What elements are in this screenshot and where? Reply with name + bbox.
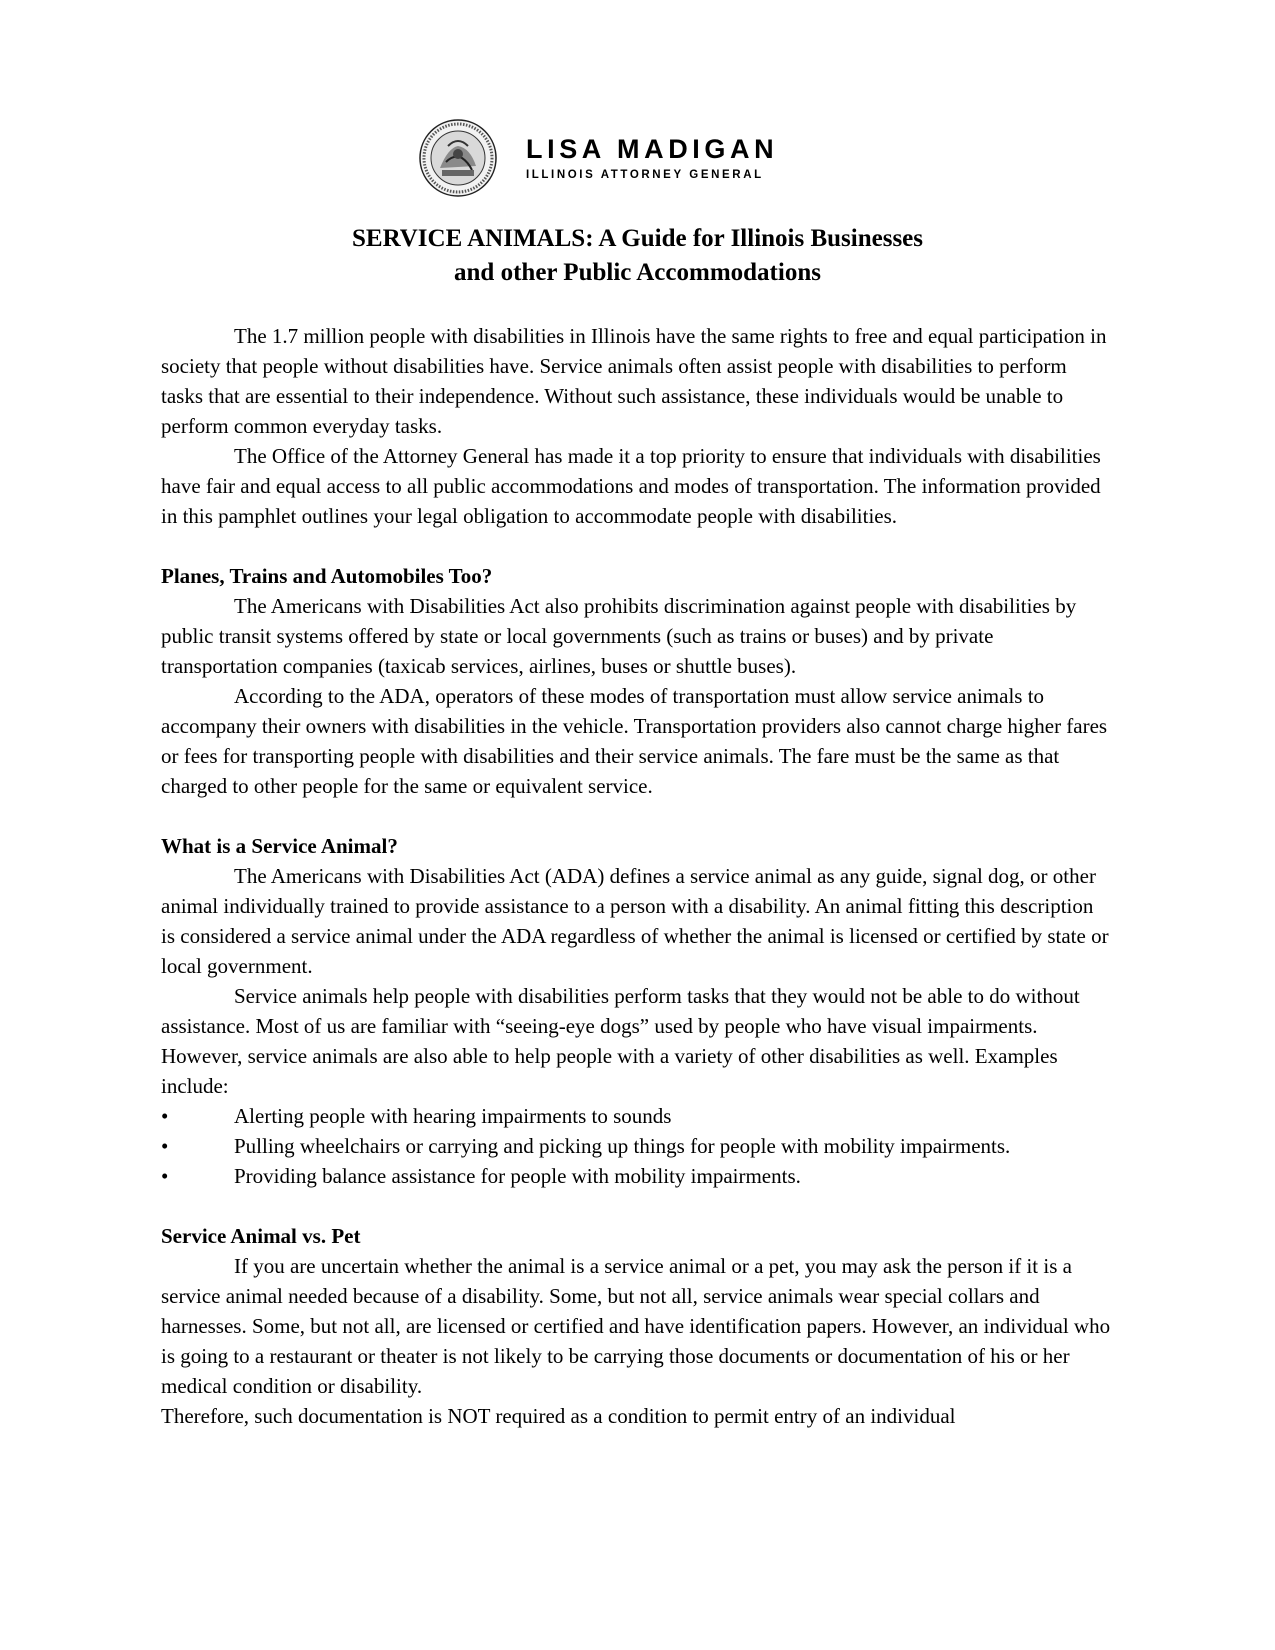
pet-paragraph-2: Therefore, such documentation is NOT required as a condition to permit entry of an individual [161,1404,956,1428]
definition-paragraph-2: Service animals help people with disabilities perform tasks that they would not be able to do without assistance. Most of us are familiar with “seeing-eye dogs” used by people who have visual impairments. However, service animals are also able to help people with a variety of other disabilities as well. Examples include: [161,984,1080,1098]
list-item [161,1101,1111,1131]
examples-list [161,1101,1111,1191]
section-spacer [161,1191,1111,1221]
list-item-text: Pulling wheelchairs or carrying and picking up things for people with mobility impairments. [234,1134,1011,1158]
title-line-2: and other Public Accommodations [454,259,821,286]
transport-paragraph-1: The Americans with Disabilities Act also prohibits discrimination against people with disabilities by public transit systems offered by state or local governments (such as trains or buses) and by private transportation companies (taxicab services, airlines, buses or shuttle buses). [161,594,1077,678]
letterhead [418,118,838,200]
transport-paragraph-2: According to the ADA, operators of these modes of transportation must allow service animals to accompany their owners with disabilities in the vehicle. Transportation providers also cannot charge higher fares or fees for transporting people with disabilities and their service animals. The fare must be the same as that charged to other people for the same or equivalent service. [161,684,1108,798]
pet-paragraph-1: If you are uncertain whether the animal is a service animal or a pet, you may ask the person if it is a service animal needed because of a disability. Some, but not all, service animals wear special collars and harnesses. Some, but not all, are licensed or certified and have identification papers. However, an individual who is going to a restaurant or theater is not likely to be carrying those documents or documentation of his or her medical condition or disability. [161,1254,1111,1398]
bullet-icon: • [161,1134,169,1158]
list-item [161,1131,1111,1161]
list-item-text: Alerting people with hearing impairments to sounds [234,1104,672,1128]
section-heading-definition: What is a Service Animal? [161,834,398,858]
bullet-icon: • [161,1164,169,1188]
illinois-state-seal-icon [418,118,498,198]
title-line-1: SERVICE ANIMALS: A Guide for Illinois Businesses [351,225,924,252]
attorney-general-office: ILLINOIS ATTORNEY GENERAL [526,169,764,181]
bullet-icon: • [161,1104,169,1128]
intro-paragraph-1: The 1.7 million people with disabilities in Illinois have the same rights to free and equal participation in society that people without disabilities have. Service animals often assist people with disabilities to perform tasks that are essential to their independence. Without such assistance, these individuals would be unable to perform common everyday tasks. [161,324,1107,438]
document-body [161,321,1111,1431]
attorney-general-name: LISA MADIGAN [526,134,779,164]
list-item-text: Providing balance assistance for people with mobility impairments. [234,1164,801,1188]
intro-paragraph-2: The Office of the Attorney General has made it a top priority to ensure that individuals with disabilities have fair and equal access to all public accommodations and modes of transportation. The information provided in this pamphlet outlines your legal obligation to accommodate people with disabilities. [161,444,1101,528]
section-spacer [161,801,1111,831]
list-item [161,1161,1111,1191]
section-spacer [161,531,1111,561]
document-title [0,222,1275,290]
definition-paragraph-1: The Americans with Disabilities Act (ADA) defines a service animal as any guide, signal dog, or other animal individually trained to provide assistance to a person with a disability. An animal fitting this description is considered a service animal under the ADA regardless of whether the animal is licensed or certified by state or local government. [161,864,1109,978]
section-heading-pet: Service Animal vs. Pet [161,1224,361,1248]
section-heading-transport: Planes, Trains and Automobiles Too? [161,564,493,588]
